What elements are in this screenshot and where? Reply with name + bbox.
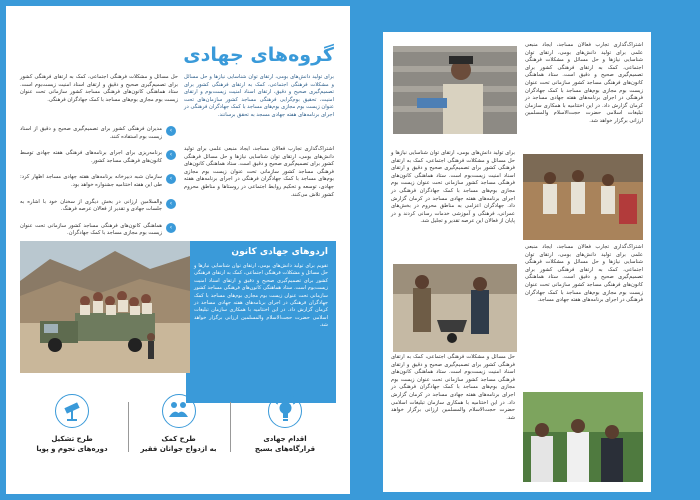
- right-page: [383, 32, 651, 492]
- arrow-left-icon: ‹: [166, 199, 176, 209]
- article-row: برای تولید دانش‌های بومی، ارتقای توان شناسایی نیازها و حل مسائل و مشکلات فرهنگی اجتماعی، کمک به ارتقای فرهنگی کشور برای تصمیم‌گیری صحیح و دقیق و ارتقای اسناد امنیت زیست‌بوم است. ستاد هماهنگی کانون‌های فرهنگی مساجد کشور سازمانی تحت عنوان زیست بوم مجازی بوم‌های مساجد با کمک جهادگران فرهنگی در اجرای برنامه‌های هفته جهادی مساجد در کرمان گزارش داد. جهادگران اعزامی به مناطق محروم در بخش‌های عمرانی، فرهنگی و آموزشی خدمات رسانی کردند و در پایان از فعالان این عرصه تقدیر و تجلیل شد.: [393, 150, 643, 272]
- handshake-icon: [162, 394, 196, 428]
- lightbulb-icon: [268, 394, 302, 428]
- article-row: اشتراک‌گذاری تجارب فعالان مساجد، ایجاد منبعی علمی برای تولید دانش‌های بومی، ارتقای توان شناسایی نیازها و حل مسائل و مشکلات فرهنگی اجتماعی، کمک به ارتقای فرهنگی کشور برای تصمیم‌گیری صحیح و دقیق است. ستاد هماهنگی کانون‌های فرهنگی مساجد کشور سازمانی تحت عنوان زیست بوم مجازی بوم‌های مساجد با کمک جهادگران فرهنگی در اجرای برنامه‌های هفته جهادی مساجد.: [393, 244, 643, 356]
- divider: [128, 402, 129, 452]
- footer-features: [26, 394, 331, 474]
- worker-photo: [393, 46, 517, 134]
- digging-photo: [523, 154, 643, 240]
- feature-item: طرح کمک به ازدواج جوانان فقیر: [133, 394, 225, 474]
- bullet-list: [20, 126, 180, 247]
- camp-box: [186, 241, 336, 403]
- article-row: حل مسائل و مشکلات فرهنگی اجتماعی، کمک به ارتقای فرهنگی کشور برای تصمیم‌گیری صحیح و دقیق و ارتقای اسناد امنیت زیست‌بوم است. ستاد هماهنگی کانون‌های فرهنگی مساجد کشور سازمانی تحت عنوان زیست بوم مجازی بوم‌های مساجد با کمک جهادگران فرهنگی در اجرای برنامه‌های هفته جهادی مساجد در کرمان گزارش داد. در این اختتامیه با همکاری سازمان تبلیغات اسلامی حضرت حجت‌الاسلام والمسلمین ارزانی برگزار خواهد شد.: [393, 354, 643, 484]
- intro-text-right: برای تولید دانش‌های بومی، ارتقای توان شناسایی نیازها و حل مسائل و مشکلات فرهنگی اجتماعی، کمک به ارتقای فرهنگی کشور برای تصمیم‌گیری صحیح و دقیق، ارتقای اسناد امنیت زیست‌بوم و ارتقای امنیت، تحقیق بوم‌گرایی فرهنگی مساجد کشور سازمان‌های تحت عنوان زیست بوم مجازی بوم‌های مساجد با کمک جهادگران فرهنگی در اجرای برنامه‌های هفته جهادی مسجد به تحقق برسانند.: [184, 74, 334, 118]
- telescope-icon: [55, 394, 89, 428]
- feature-item: طرح تشکیل دوره‌های نجوم و پویا: [26, 394, 118, 474]
- arrow-left-icon: ‹: [166, 174, 176, 184]
- article-row: اشتراک‌گذاری تجارب فعالان مساجد، ایجاد منبعی علمی برای تولید دانش‌های بومی، ارتقای توان شناسایی نیازها و حل مسائل و مشکلات فرهنگی اجتماعی، کمک به ارتقای فرهنگی کشور برای تصمیم‌گیری صحیح و دقیق است. ستاد هماهنگی کانون‌های فرهنگی مساجد کشور سازمانی تحت عنوان زیست بوم مجازی بوم‌های مساجد با کمک جهادگران فرهنگی در اجرای برنامه‌های هفته جهادی مساجد در کرمان گزارش داد. در این اختتامیه با همکاری سازمان تبلیغات اسلامی حضرت حجت‌الاسلام والمسلمین ارزانی برگزار خواهد شد.: [393, 42, 643, 142]
- list-item: ‹ برنامه‌ریزی برای اجرای برنامه‌های فرهنگی هفته جهادی توسط کانون‌های فرهنگی مساجد کشور.: [20, 150, 180, 165]
- camp-title: اردوهای جهادی کانون: [231, 247, 328, 257]
- list-item: ‹ والسلامین ارزانی در بخش دیگری از سخنان خود با اشاره به جلسات جهادی و تقدیر از فعالان عرصه فرهنگ.: [20, 199, 180, 214]
- list-item: ‹ سازمان شبه دبیرخانه برنامه‌های هفته جهادی مساجد اظهار کرد: طی این هفته اختتامیه جشنواره خواهد بود.: [20, 174, 180, 189]
- arrow-left-icon: ‹: [166, 223, 176, 233]
- list-item: ‹ مدیران فرهنگی کشور برای تصمیم‌گیری صحیح و دقیق از اسناد زیست بوم استفاده کنند.: [20, 126, 180, 141]
- arrow-left-icon: ‹: [166, 126, 176, 136]
- camp-text: تقویم برای تولید دانش‌های بومی، ارتقای توان شناسایی نیازها و حل مسائل و مشکلات فرهنگی اجتماعی، کمک به ارتقای فرهنگی کشور برای تصمیم‌گیری صحیح و دقیق و ارتقای اسناد امنیت زیست‌بوم است. ستاد هماهنگی کانون‌های فرهنگی مساجد کشور سازمانی تحت عنوان زیست بوم مجازی بوم‌های مساجد با کمک جهادگران فرهنگی در اجرای برنامه‌های هفته جهادی مساجد در کرمان گزارش داد. در این اختتامیه با همکاری سازمان تبلیغات اسلامی حضرت حجت‌الاسلام والمسلمین ارزانی برگزار خواهد شد.: [194, 263, 328, 329]
- body-text-mid: اشتراک‌گذاری تجارب فعالان مساجد، ایجاد منبعی علمی برای تولید دانش‌های بومی، ارتقای توان شناسایی نیازها و حل مسائل فرهنگی کشور برای تصمیم‌گیری صحیح و دقیق است. ستاد هماهنگی کانون‌های فرهنگی مساجد کشور سازمانی تحت عنوان زیست بوم مجازی بوم‌های مساجد با کمک جهادگران فرهنگی در اجرای برنامه‌های هفته جهادی، توسعه و تحکیم روابط اجتماعی در روستاها و مناطق محروم کشور تلاش می‌کنند.: [184, 146, 334, 198]
- truck-photo: [20, 241, 190, 373]
- arrow-left-icon: ‹: [166, 150, 176, 160]
- intro-text-left: حل مسائل و مشکلات فرهنگی اجتماعی، کمک به ارتقای فرهنگی کشور برای تصمیم‌گیری صحیح و دقیق و ارتقای اسناد امنیت زیست‌بوم است. ستاد هماهنگی کانون‌های فرهنگی مساجد کشور سازمانی تحت عنوان زیست بوم مجازی بوم‌های مساجد با کمک جهادگران فرهنگی.: [20, 74, 178, 103]
- gathering-photo: [523, 392, 643, 482]
- page-title: گروه‌های جهادی: [183, 44, 334, 66]
- left-page: [6, 6, 350, 494]
- wheelbarrow-photo: [393, 264, 517, 352]
- divider: [230, 402, 231, 452]
- feature-item: اقدام جهادی قرارگاه‌های بسیج: [239, 394, 331, 474]
- list-item: ‹ هماهنگی کانون‌های فرهنگی مساجد کشور سازمانی تحت عنوان زیست بوم مجازی مساجد با کمک جهادگران.: [20, 223, 180, 238]
